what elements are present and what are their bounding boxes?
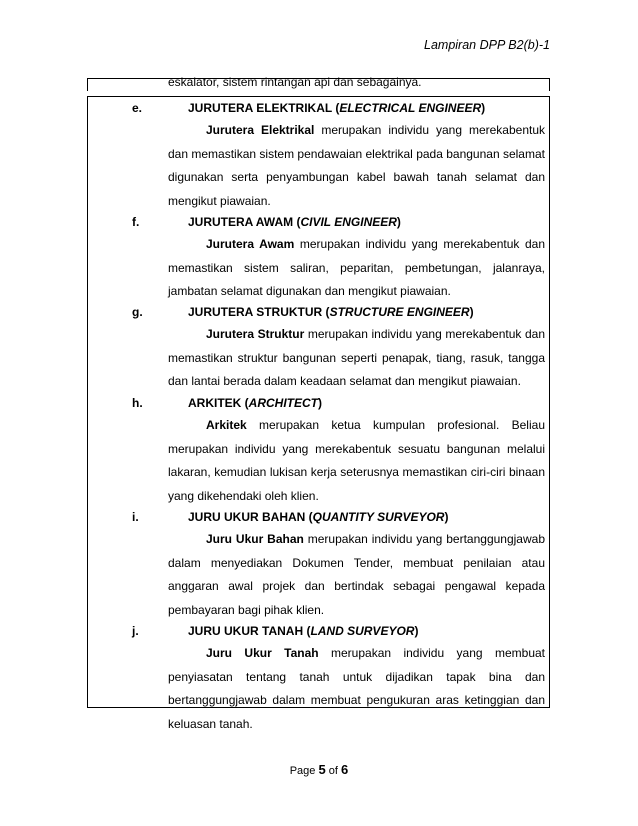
- section-heading: [88, 396, 549, 414]
- section-body: [168, 414, 545, 508]
- page-label: Page: [289, 765, 316, 777]
- section-title: JURU UKUR TANAH (LAND SURVEYOR): [188, 624, 419, 638]
- document-reference: Lampiran DPP B2(b)-1: [424, 38, 550, 52]
- section-text: merupakan individu yang bertanggungjawab dalam menyediakan Dokumen Tender, membuat penilaian atau anggaran awal projek dan bertindak sebagai pengawal kepada pembayaran bagi pihak klien.: [168, 532, 545, 617]
- section-term: Jurutera Elektrikal: [206, 123, 315, 137]
- section-heading: [88, 101, 549, 119]
- section-term: Juru Ukur Bahan: [206, 532, 304, 546]
- section-heading: [88, 305, 549, 323]
- section-title: JURUTERA ELEKTRIKAL (ELECTRICAL ENGINEER): [188, 101, 486, 115]
- section-h: [88, 396, 549, 508]
- section-term: Jurutera Awam: [206, 237, 295, 251]
- section-letter: i.: [132, 510, 139, 524]
- section-body: [168, 642, 545, 736]
- section-letter: f.: [132, 215, 140, 229]
- section-heading: [88, 624, 549, 642]
- section-term: Juru Ukur Tanah: [206, 646, 319, 660]
- section-text: merupakan individu yang merekabentuk dan memastikan sistem saliran, peparitan, pembetungan, jalanraya, jambatan selamat digunakan dan mengikut piawaian.: [168, 237, 545, 298]
- section-letter: g.: [132, 305, 143, 319]
- page-number: 5: [318, 762, 326, 777]
- section-j: [88, 624, 549, 736]
- section-title: JURUTERA AWAM (CIVIL ENGINEER): [188, 215, 401, 229]
- section-term: Jurutera Struktur: [206, 327, 305, 341]
- page-footer: [0, 762, 638, 777]
- section-letter: j.: [132, 624, 139, 638]
- section-title: JURU UKUR BAHAN (QUANTITY SURVEYOR): [188, 510, 449, 524]
- section-text: merupakan individu yang merekabentuk dan memastikan sistem pendawaian elektrikal pada bangunan selamat digunakan serta penyambungan kabel bawah tanah selamat dan mengikut piawaian.: [168, 123, 546, 208]
- section-body: [168, 323, 545, 394]
- section-heading: [88, 215, 549, 233]
- page-total: 6: [341, 762, 349, 777]
- of-label: of: [328, 765, 338, 777]
- section-text: merupakan ketua kumpulan profesional. Beliau merupakan individu yang merekabentuk sesuatu bangunan melalui lakaran, kemudian lukisan kerja seterusnya memastikan ciri-ciri binaan yang dikehendaki oleh klien.: [168, 418, 545, 503]
- section-body: [168, 119, 545, 213]
- continuation-box: [87, 75, 550, 91]
- content-box: [87, 96, 550, 731]
- section-g: [88, 305, 549, 394]
- section-letter: h.: [132, 396, 143, 410]
- section-letter: e.: [132, 101, 143, 115]
- section-f: [88, 215, 549, 304]
- section-title: ARKITEK (ARCHITECT): [188, 396, 322, 410]
- section-title: JURUTERA STRUKTUR (STRUCTURE ENGINEER): [188, 305, 474, 319]
- section-body: [168, 233, 545, 304]
- continuation-text: eskalator, sistem rintangan api dan sebagainya.: [168, 75, 422, 89]
- section-heading: [88, 510, 549, 528]
- section-term: Arkitek: [206, 418, 247, 432]
- section-text: merupakan individu yang membuat penyiasatan tentang tanah untuk dijadikan tapak bina dan bertanggungjawab dalam membuat pengukuran aras ketinggian dan keluasan tanah.: [168, 646, 545, 731]
- section-body: [168, 528, 545, 622]
- section-text: merupakan individu yang merekabentuk dan memastikan struktur bangunan seperti penapak, tiang, rasuk, tangga dan lantai berada dalam keadaan selamat dan mengikut piawaian.: [168, 327, 546, 388]
- section-i: [88, 510, 549, 622]
- section-e: [88, 101, 549, 213]
